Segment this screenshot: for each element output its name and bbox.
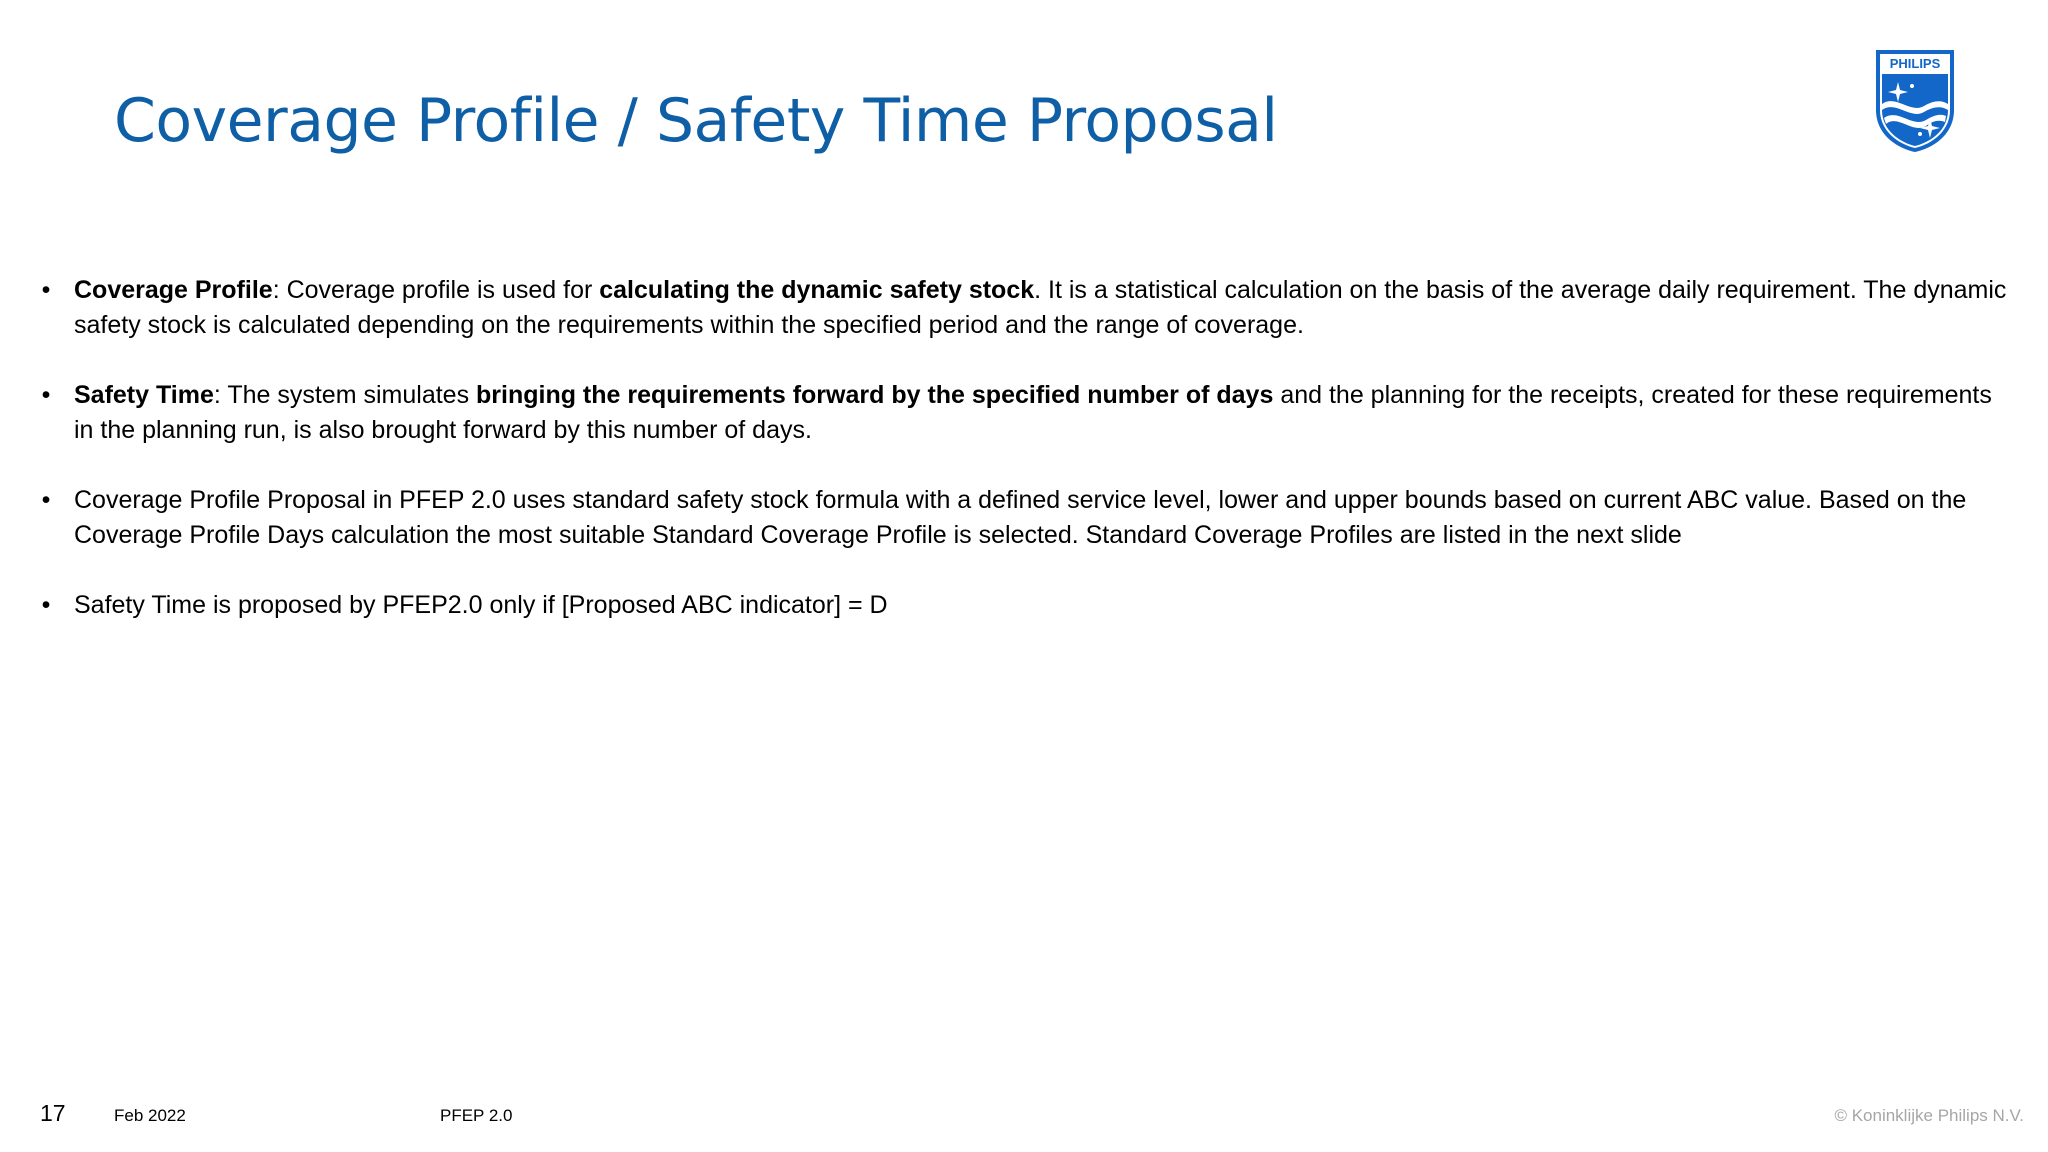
bullet-text: [74, 486, 1966, 549]
slide-title: Coverage Profile / Safety Time Proposal: [114, 86, 1278, 156]
bold-text-run: Coverage Profile: [74, 276, 273, 304]
bold-text-run: calculating the dynamic safety stock: [599, 276, 1035, 304]
logo-wordmark: PHILIPS: [1889, 56, 1941, 71]
bold-text-run: Safety Time: [74, 381, 214, 409]
text-run: . It is a statistical calculation on the basis of the average daily requirement. The dynamic safety stock is calculated depending on the requirements within the specified period and the range of coverage.: [74, 276, 2007, 339]
philips-shield-logo: [1872, 48, 1958, 154]
footer-copyright: © Koninklijke Philips N.V.: [1834, 1106, 2024, 1125]
bullet-marker: •: [41, 591, 51, 619]
bullet-marker: •: [41, 486, 51, 514]
bold-text-run: bringing the requirements forward by the specified number of days: [476, 381, 1274, 409]
bullet-coverage-profile-proposal: [38, 483, 2013, 553]
footer-project-name: PFEP 2.0: [440, 1106, 513, 1125]
bullet-safety-time: [38, 378, 2013, 448]
bullet-list: [38, 273, 2013, 658]
text-run: Safety Time is proposed by PFEP2.0 only if [Proposed ABC indicator] = D: [74, 591, 888, 619]
text-run: Coverage Profile Proposal in PFEP 2.0 uses standard safety stock formula with a defined service level, lower and upper bounds based on current ABC value. Based on the Coverage Profile Days calculation the most suitable Standard Coverage Profile is selected. Standard Coverage Profiles are listed in the next slide: [74, 486, 1967, 549]
text-run: : The system simulates: [213, 381, 477, 409]
page-number: 17: [40, 1100, 66, 1126]
text-run: : Coverage profile is used for: [272, 276, 600, 304]
bullet-safety-time-proposal: [38, 588, 2013, 623]
bullet-text: [74, 381, 1992, 444]
text-run: and the planning for the receipts, created for these requirements in the planning run, is also brought forward by this number of days.: [74, 381, 1992, 444]
bullet-marker: •: [41, 381, 51, 409]
bullet-marker: •: [41, 276, 51, 304]
footer-date: Feb 2022: [114, 1106, 186, 1125]
bullet-text: [74, 276, 2006, 339]
bullet-coverage-profile: [38, 273, 2013, 343]
bullet-text: [74, 591, 888, 619]
